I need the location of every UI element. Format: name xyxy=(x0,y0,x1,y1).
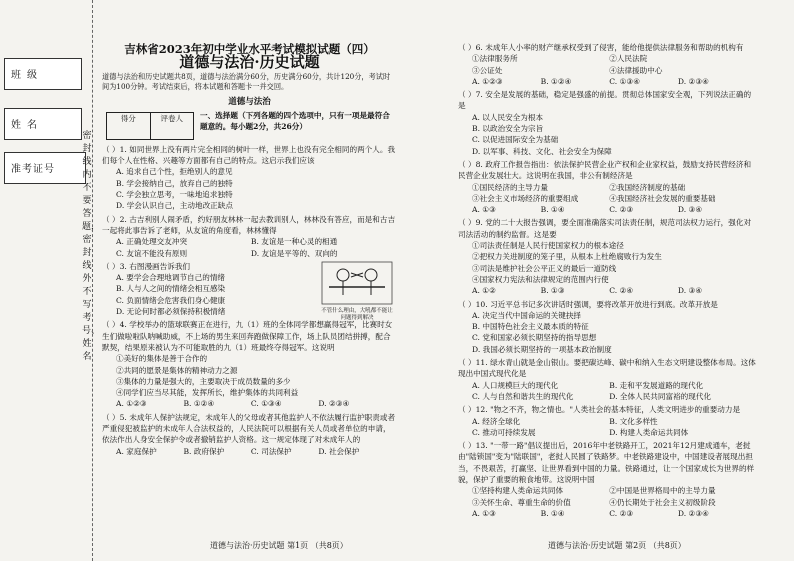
exam-subtitle: 道德与法治·历史试题 xyxy=(179,53,320,72)
statement-item: ③社会主义市场经济的重要组成 xyxy=(472,193,579,203)
answer-option[interactable]: D. ②③④ xyxy=(318,399,350,409)
statement-item: ②中国是世界格局中的主导力量 xyxy=(609,486,716,496)
statement-list xyxy=(458,240,758,285)
answer-options xyxy=(102,446,397,457)
statement-item: ①美好的集体是善于合作的 xyxy=(116,354,208,364)
answer-option[interactable]: D. 社会保护 xyxy=(318,446,360,456)
answer-option[interactable]: B. ①②④ xyxy=(540,76,572,86)
answer-option[interactable]: A. 正确处理交友冲突 xyxy=(116,237,188,247)
answer-option[interactable]: C. ②③ xyxy=(609,205,634,215)
question-stem: （ ）12. "物之不齐，物之情也。"人类社会的基本特征，人类文明进步的重要动力是 xyxy=(458,405,741,415)
question-stem: （ ）9. 党的二十大报告强调，要全面准确落实司法责任制，规范司法权力运行，强化对司法活动的制约监督。这是要 xyxy=(458,218,752,239)
statement-item: ①司法责任制是人民行使国家权力的根本途径 xyxy=(472,241,624,251)
answer-option[interactable]: C. 学会独立思考，一味地追求独特 xyxy=(116,190,233,200)
exam-title: 吉林省2023年初中学业水平考试模拟试题（四） xyxy=(124,42,375,56)
statement-item: ④法律援助中心 xyxy=(609,65,663,75)
answer-option[interactable]: C. 推动可持续发展 xyxy=(472,427,536,437)
binding-margin xyxy=(0,0,101,561)
answer-option[interactable]: D. ③④ xyxy=(677,205,703,215)
question-stem: （ ）6. 未成年人小率的财产继承权受到了侵害，能给他提供法律服务和帮助的机构有 xyxy=(458,43,744,52)
question-stem: （ ）3. 右图漫画告诉我们 xyxy=(102,261,191,271)
question-item xyxy=(102,261,397,322)
question-item xyxy=(102,319,397,409)
question-item xyxy=(102,144,397,212)
right-question-list xyxy=(458,42,758,519)
question-item xyxy=(102,214,397,259)
answer-option[interactable]: D. 构建人类命运共同体 xyxy=(609,427,689,437)
answer-option[interactable]: B. 人与人之间的情绪会相互感染 xyxy=(116,284,226,294)
statement-item: ③集体的力量是强大的，主要取决于成员数量的多少 xyxy=(116,376,291,386)
answer-options xyxy=(458,380,758,403)
answer-option[interactable]: D. 学会认识自己，主动地改正缺点 xyxy=(116,201,233,211)
question-item xyxy=(458,89,758,157)
answer-option[interactable]: B. 政府保护 xyxy=(183,446,225,456)
question-stem: （ ）4. 学校举办的篮球联赛正在进行，九（1）班的全体同学都想赢得冠军，比赛时女生们做啦啦队呐喊助威，不上场的男生来回奔跑做保障工作，场上队员团结拼搏，配合默契，结果原来被认为不可能取胜的九（1）班最终夺得冠军。这说明 xyxy=(102,320,393,352)
exam-number-label: 准考证号 xyxy=(11,164,55,175)
answer-option[interactable]: C. ②④ xyxy=(609,286,634,296)
answer-option[interactable]: A. ①②③ xyxy=(116,399,147,409)
question-stem: （ ）13. "一带一路"倡议提出后，2016年中老铁路开工，2021年12月建成通车，老挝由"陆锁国"变为"陆联国"，老挝人民圆了铁路梦。中老铁路建设中，中国建设者展现出担当，不畏艰苦，打赢坚、让世界看到中国的力量。铁路通过，让一个国家成长为世界的样貌，保护了重要的粮食地带。这说明中国 xyxy=(458,441,755,484)
answer-option[interactable]: B. ①②④ xyxy=(183,399,215,409)
answer-option[interactable]: A. ①③ xyxy=(472,508,496,518)
statement-item: ①国民经济的主导力量 xyxy=(472,182,548,192)
answer-option[interactable]: C. 司法保护 xyxy=(250,446,292,456)
answer-option[interactable]: D. ②③④ xyxy=(677,508,709,518)
statement-item: ②我国经济制度的基础 xyxy=(609,182,686,192)
answer-option[interactable]: D. 全体人民共同富裕的现代化 xyxy=(609,391,712,401)
answer-option[interactable]: B. ①④ xyxy=(540,205,565,215)
statement-list xyxy=(102,353,397,398)
statement-item: ②共同的愿景是集体的精神动力之源 xyxy=(116,365,238,375)
answer-option[interactable]: D. 以军事、科技、文化、社会安全为保障 xyxy=(472,146,612,156)
statement-item: ①坚持构建人类命运共同体 xyxy=(472,486,564,496)
answer-option[interactable]: A. 要学会合理地调节自己的情绪 xyxy=(116,273,226,283)
answer-option[interactable]: B. 走和平发展道路的现代化 xyxy=(609,380,704,390)
answer-option[interactable]: C. 党和国家必须长期坚持的指导思想 xyxy=(472,333,597,343)
answer-option[interactable]: C. 以促进国际安全为基础 xyxy=(472,135,559,145)
answer-option[interactable]: C. ①③④ xyxy=(609,76,641,86)
answer-option[interactable]: A. 经济全球化 xyxy=(472,416,521,426)
answer-option[interactable]: B. ①④ xyxy=(540,508,565,518)
question-stem: （ ）10. 习近平总书记多次讲话时强调，要将改革开放进行到底。改革开放是 xyxy=(458,299,718,309)
cartoon-figure xyxy=(321,261,393,322)
answer-option[interactable]: B. 学会接纳自己，放弃自己的独特 xyxy=(116,178,233,188)
answer-option[interactable]: B. 中国特色社会主义最本质的特征 xyxy=(472,322,589,332)
statement-item: ④我国经济社会发展的重要基础 xyxy=(609,193,716,203)
part-title: 道德与法治 xyxy=(228,96,271,107)
answer-option[interactable]: C. 负面情绪会危害我们身心健康 xyxy=(116,295,226,305)
name-field[interactable] xyxy=(4,108,82,140)
statement-item: ②把权力关进制度的笼子里，从根本上杜绝腐败行为发生 xyxy=(472,252,662,262)
question-item xyxy=(458,42,758,87)
answer-option[interactable]: A. 家庭保护 xyxy=(116,446,157,456)
answer-options xyxy=(458,76,758,87)
footer-left: 道德与法治·历史试题 第1页 （共8页） xyxy=(210,541,348,550)
question-stem: （ ）11. 绿水青山就是金山银山。要把碳达峰、碳中和纳入生态文明建设整体布局。这体现出中国式现代化是 xyxy=(458,358,756,379)
answer-option[interactable]: A. 追求自己个性，拒绝别人的意见 xyxy=(116,167,233,177)
section-header xyxy=(102,110,397,142)
statement-list xyxy=(458,182,758,205)
score-box xyxy=(106,112,194,140)
answer-options xyxy=(102,236,397,259)
grader-label: 评卷人 xyxy=(160,113,183,123)
exam-notice: 道德与法治和历史试题共8页，道德与法治满分60分，历史满分60分，共计120分，考试时间为100分钟。考试结束后，将本试题和答题卡一并交回。 xyxy=(102,71,391,92)
answer-option[interactable]: B. ①③ xyxy=(540,286,565,296)
answer-option[interactable]: A. ①②③ xyxy=(472,76,503,86)
question-stem: （ ）8. 政府工作报告指出：依法保护民营企业产权和企业家权益，鼓励支持民营经济和民营企业发展壮大。这说明在我国，非公有制经济是 xyxy=(458,159,752,181)
answer-option[interactable]: B. 友谊是一种心灵的相通 xyxy=(250,237,338,247)
answer-option[interactable]: A. 以人民安全为根本 xyxy=(472,112,544,122)
question-item xyxy=(458,357,758,402)
answer-option[interactable]: C. ②③ xyxy=(609,508,634,518)
answer-options xyxy=(458,112,758,157)
answer-option[interactable]: D. 友谊是平等的、双向的 xyxy=(250,248,338,258)
answer-option[interactable]: B. 以政治安全为宗旨 xyxy=(472,124,544,134)
answer-option[interactable]: D. 无论何时都必须保持积极情绪 xyxy=(116,307,226,317)
statement-item: ③司法是维护社会公平正义的最后一道防线 xyxy=(472,263,617,273)
cartoon-drawing xyxy=(321,261,393,305)
question-item xyxy=(458,159,758,215)
statement-item: ④仍长期处于社会主义初级阶段 xyxy=(609,497,716,507)
class-label: 班级 xyxy=(11,70,43,81)
answer-options xyxy=(458,508,758,519)
answer-option[interactable]: A. ①③ xyxy=(472,205,496,215)
statement-item: ③公证处 xyxy=(472,65,503,75)
question-stem: （ ）1. 如同世界上没有两片完全相同的树叶一样，世界上也没有完全相同的两个人。我们每个人在性格、兴趣等方面都有自己的特点。这启示我们应该 xyxy=(102,144,396,166)
answer-option[interactable]: A. ①② xyxy=(472,286,496,296)
left-question-list xyxy=(102,144,397,457)
question-item xyxy=(458,299,758,355)
exam-number-field[interactable] xyxy=(4,152,86,184)
question-stem: （ ）7. 安全是发展的基础，稳定是强盛的前提。贯彻总体国家安全观，下列说法正确的是 xyxy=(458,90,752,111)
question-item xyxy=(458,440,758,519)
answer-option[interactable]: C. 人与自然和谐共生的现代化 xyxy=(472,391,574,401)
answer-options xyxy=(458,204,758,215)
question-item xyxy=(102,412,397,457)
answer-option[interactable]: D. ③④ xyxy=(677,286,703,296)
footer-right: 道德与法治·历史试题 第2页 （共8页） xyxy=(548,541,686,550)
answer-options xyxy=(102,398,397,409)
question-item xyxy=(458,217,758,296)
statement-item: ④国家权力宪法和法律规定的范围内行使 xyxy=(472,274,609,284)
statement-list xyxy=(458,485,758,508)
answer-option[interactable]: B. 文化多样性 xyxy=(609,416,658,426)
left-column xyxy=(102,40,397,457)
score-label: 得分 xyxy=(107,113,151,139)
seal-line-text: 密封线内不要答题，密封线外不写考号、姓名 xyxy=(82,131,101,362)
statement-list xyxy=(458,53,758,76)
right-column xyxy=(458,40,758,519)
answer-option[interactable]: D. ②③④ xyxy=(677,76,709,86)
answer-options xyxy=(458,310,758,355)
answer-options xyxy=(458,416,758,439)
seal-dashed-line xyxy=(92,0,93,561)
class-field[interactable] xyxy=(4,58,82,90)
statement-item: ①法律服务所 xyxy=(472,54,518,64)
answer-options xyxy=(458,285,758,296)
cartoon-caption: 不管什么理由，大吼都不能让问题得到解决 xyxy=(321,308,393,322)
answer-options xyxy=(102,272,317,317)
question-stem: （ ）5. 未成年人保护法规定，未成年人的父母或者其他监护人不依法履行监护职责或者严重侵犯被监护的未成年人合法权益的，人民法院可以根据有关人员或者单位的申请，依法作出人身安全保护令或者撤销监护人资格。这一规定体现了对未成年人的 xyxy=(102,412,396,445)
question-stem: （ ）2. 古吉利别人闹矛盾，约好朋友林林一起去教训别人，林林没有答应，而是和古吉一起将此事告诉了老师，从友谊的角度看，林林懂得 xyxy=(102,214,396,235)
statement-item: ②人民法院 xyxy=(609,54,648,64)
statement-item: ④同学们应当尽其能，发挥所长，维护集体的共同利益 xyxy=(116,388,299,398)
name-label: 姓名 xyxy=(11,120,43,131)
answer-option[interactable]: C. ①③④ xyxy=(250,399,282,409)
answer-option[interactable]: C. 友谊不能没有原则 xyxy=(116,248,188,258)
answer-options xyxy=(102,166,397,211)
answer-option[interactable]: A. 决定当代中国命运的关键抉择 xyxy=(472,310,582,320)
section-instructions: 一、选择题（下列各题的四个选项中，只有一项是最符合题意的。每小题2分，共26分） xyxy=(200,110,390,132)
answer-option[interactable]: D. 我国必须长期坚持的一项基本政治制度 xyxy=(472,344,612,354)
question-item xyxy=(458,404,758,438)
statement-item: ③关怀生命、尊重生命的价值 xyxy=(472,497,571,507)
answer-option[interactable]: A. 人口规模巨大的现代化 xyxy=(472,380,559,390)
